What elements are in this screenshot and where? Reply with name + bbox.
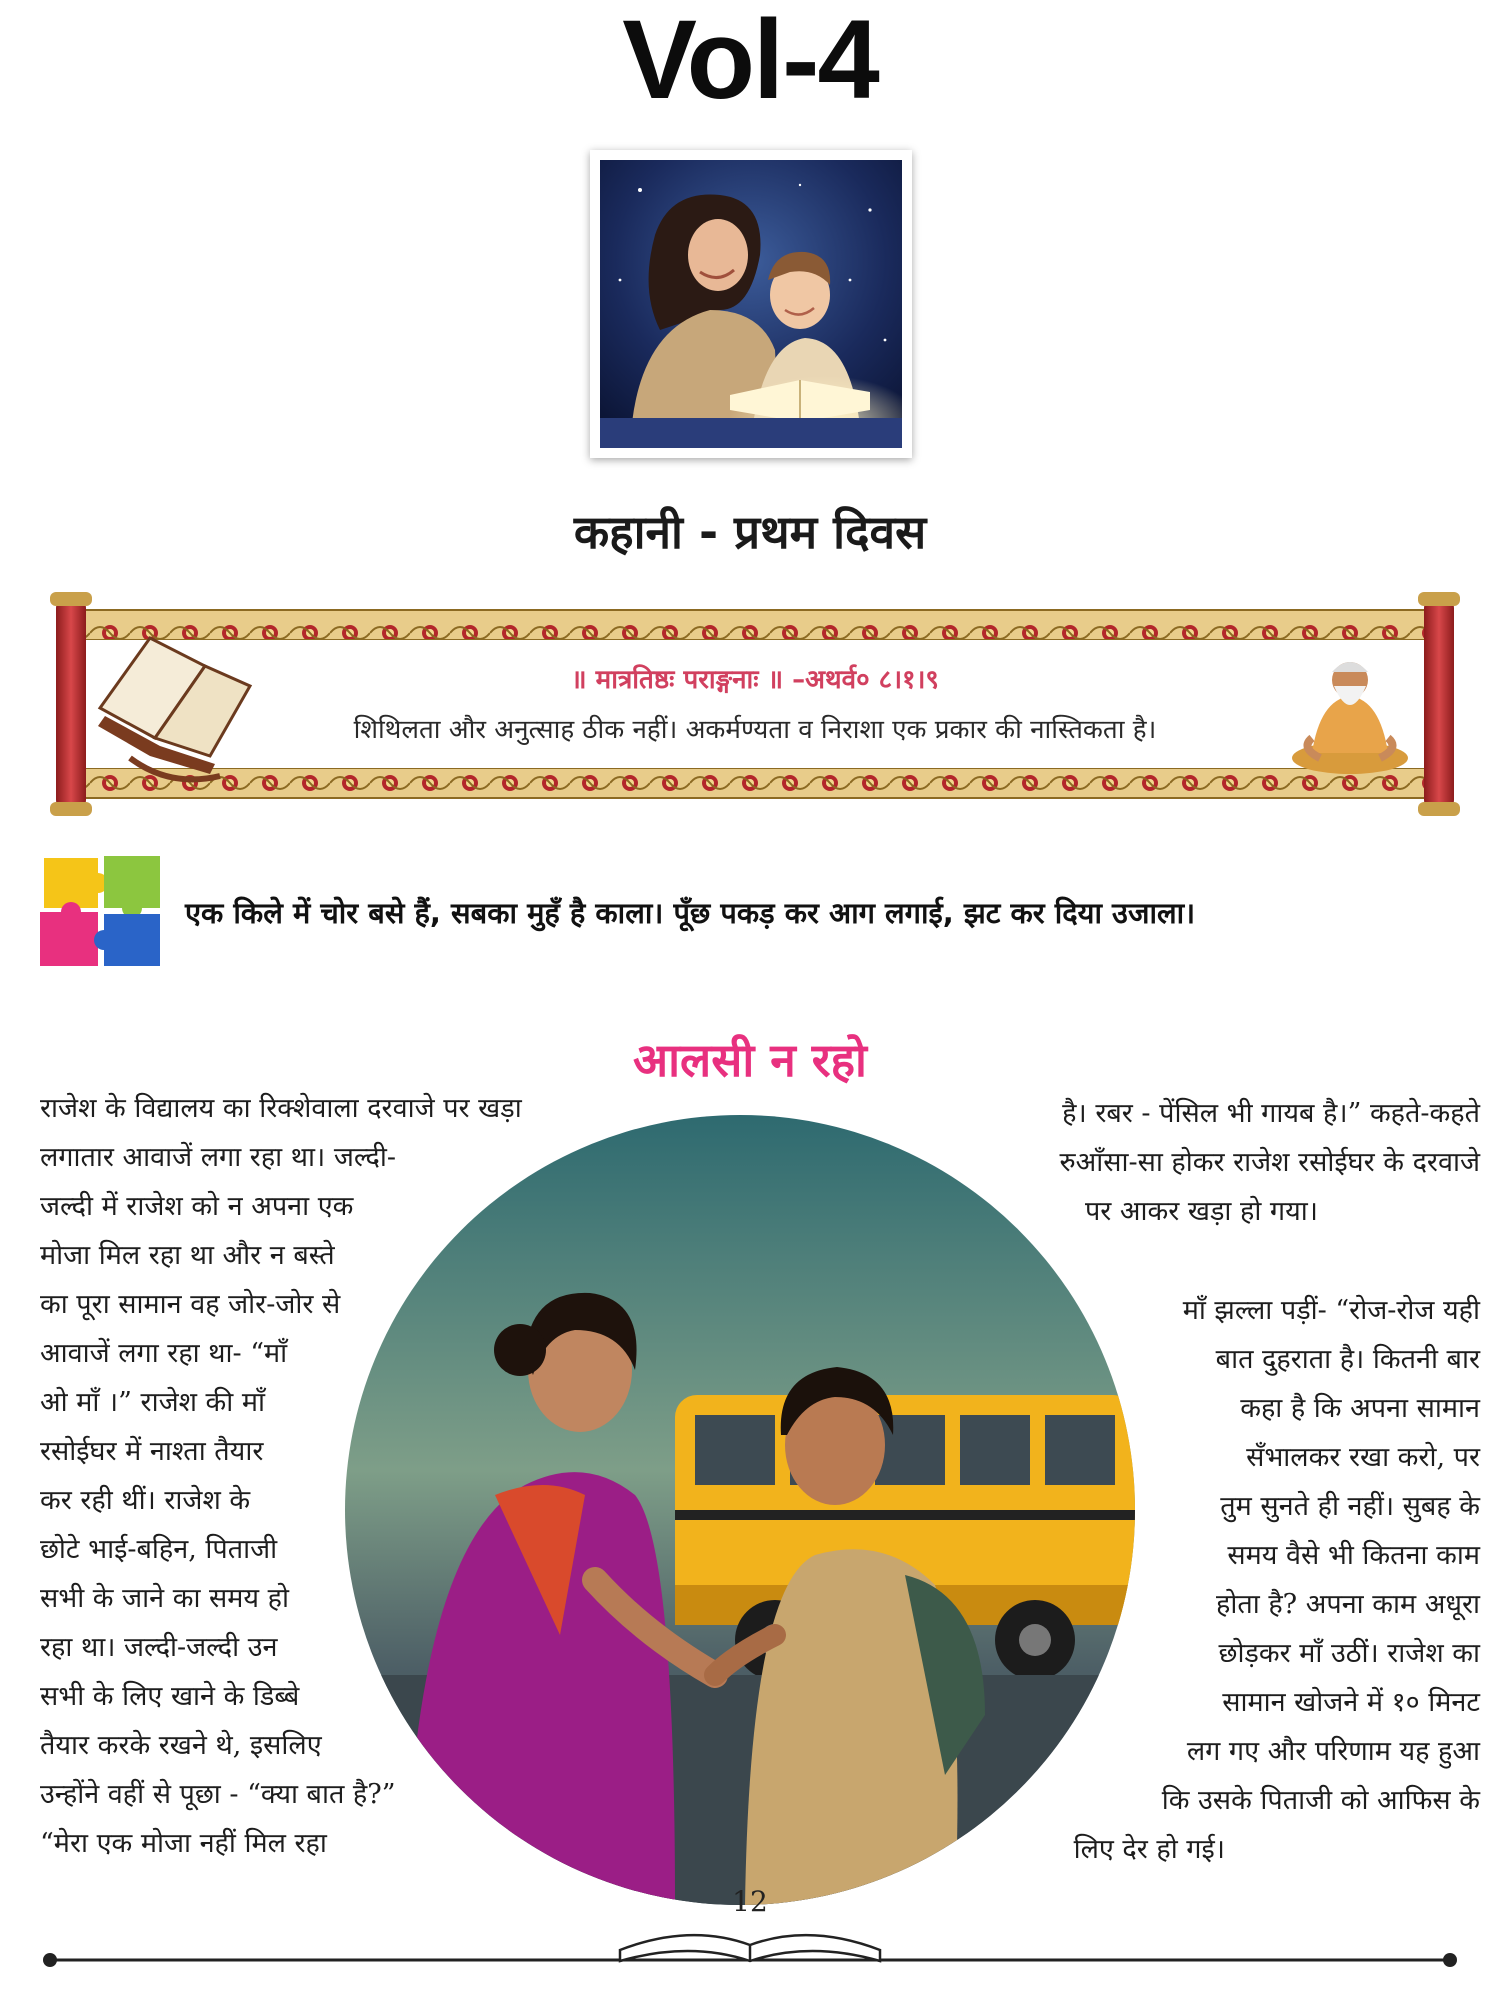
page-number: 12 (732, 1885, 768, 1918)
story-right-line: बात दुहराता है। कितनी बार (1215, 1344, 1480, 1375)
shloka-meaning: शिथिलता और अनुत्साह ठीक नहीं। अकर्मण्यता व निराशा एक प्रकार की नास्तिकता है। (353, 715, 1157, 745)
story-left-line: रसोईघर में नाश्ता तैयार (40, 1436, 264, 1467)
shloka-verse: ॥ मात्रतिष्ठः पराङ्गनाः ॥ –अथर्व० ८।१।९ (571, 665, 939, 695)
story-right-line: कि उसके पिताजी को आफिस के (1161, 1785, 1480, 1816)
story-right-line: लग गए और परिणाम यह हुआ (1186, 1736, 1480, 1767)
story-left-line: रहा था। जल्दी-जल्दी उन (40, 1632, 278, 1663)
story-left-line: “मेरा एक मोजा नहीं मिल रहा (40, 1828, 327, 1859)
story-left-line: छोटे भाई-बहिन, पिताजी (40, 1534, 278, 1565)
story-left-line: सभी के लिए खाने के डिब्बे (40, 1681, 300, 1712)
story-left-line: सभी के जाने का समय हो (40, 1583, 290, 1614)
story-left-line: उन्होंने वहीं से पूछा - “क्या बात है?” (40, 1779, 396, 1810)
mother-child-reading-illustration (600, 160, 902, 448)
story-right-line: है। रबर - पेंसिल भी गायब है।” कहते-कहते (1062, 1098, 1480, 1129)
footer-book-divider (40, 1905, 1460, 1979)
mother-son-bus-illustration (345, 1115, 1135, 1905)
mother-child-reading-image (590, 150, 912, 458)
story-left-line: लगातार आवाजें लगा रहा था। जल्दी- (40, 1142, 396, 1173)
story-left-line: आवाजें लगा रहा था- “माँ (40, 1338, 288, 1369)
story-left-line: कर रही थीं। राजेश के (40, 1485, 251, 1516)
story-left-line: तैयार करके रखने थे, इसलिए (40, 1730, 322, 1761)
story-left-line: ओ माँ ।” राजेश की माँ (40, 1387, 266, 1418)
story-right-line: छोड़कर माँ उठीं। राजेश का (1218, 1638, 1480, 1669)
story-right-line: माँ झल्ला पड़ीं- “रोज-रोज यही (1182, 1295, 1480, 1326)
story-left-line: का पूरा सामान वह जोर-जोर से (40, 1289, 341, 1320)
story-left-line: राजेश के विद्यालय का रिक्शेवाला दरवाजे पर खड़ा (40, 1093, 522, 1124)
open-book-footer-icon (620, 1935, 880, 1961)
scroll-frame (50, 588, 1460, 820)
story-right-line: सामान खोजने में १० मिनट (1222, 1687, 1480, 1718)
story-right-line: रुआँसा-सा होकर राजेश रसोईघर के दरवाजे (1059, 1147, 1480, 1178)
section-title: आलसी न रहो (633, 1033, 867, 1087)
story-right-line: पर आकर खड़ा हो गया। (1084, 1196, 1318, 1227)
story-heading: कहानी - प्रथम दिवस (573, 505, 927, 559)
story-right-line: लिए देर हो गई। (1073, 1834, 1225, 1865)
story-left-line: जल्दी में राजेश को न अपना एक (40, 1191, 354, 1222)
riddle-text: एक किले में चोर बसे हैं, सबका मुहँ है काला। पूँछ पकड़ कर आग लगाई, झट कर दिया उजाला। (185, 896, 1196, 930)
story-right-line: समय वैसे भी कितना काम (1227, 1540, 1480, 1571)
shloka-scroll-banner (50, 588, 1460, 820)
story-right-line: सँभालकर रखा करो, पर (1246, 1442, 1480, 1473)
story-right-line: तुम सुनते ही नहीं। सुबह के (1220, 1491, 1480, 1522)
puzzle-icon (36, 850, 166, 974)
story-right-line: होता है? अपना काम अधूरा (1216, 1589, 1480, 1620)
story-left-line: मोजा मिल रहा था और न बस्ते (40, 1240, 335, 1271)
story-right-line: कहा है कि अपना सामान (1240, 1393, 1480, 1424)
volume-title: Vol-4 (622, 0, 878, 122)
